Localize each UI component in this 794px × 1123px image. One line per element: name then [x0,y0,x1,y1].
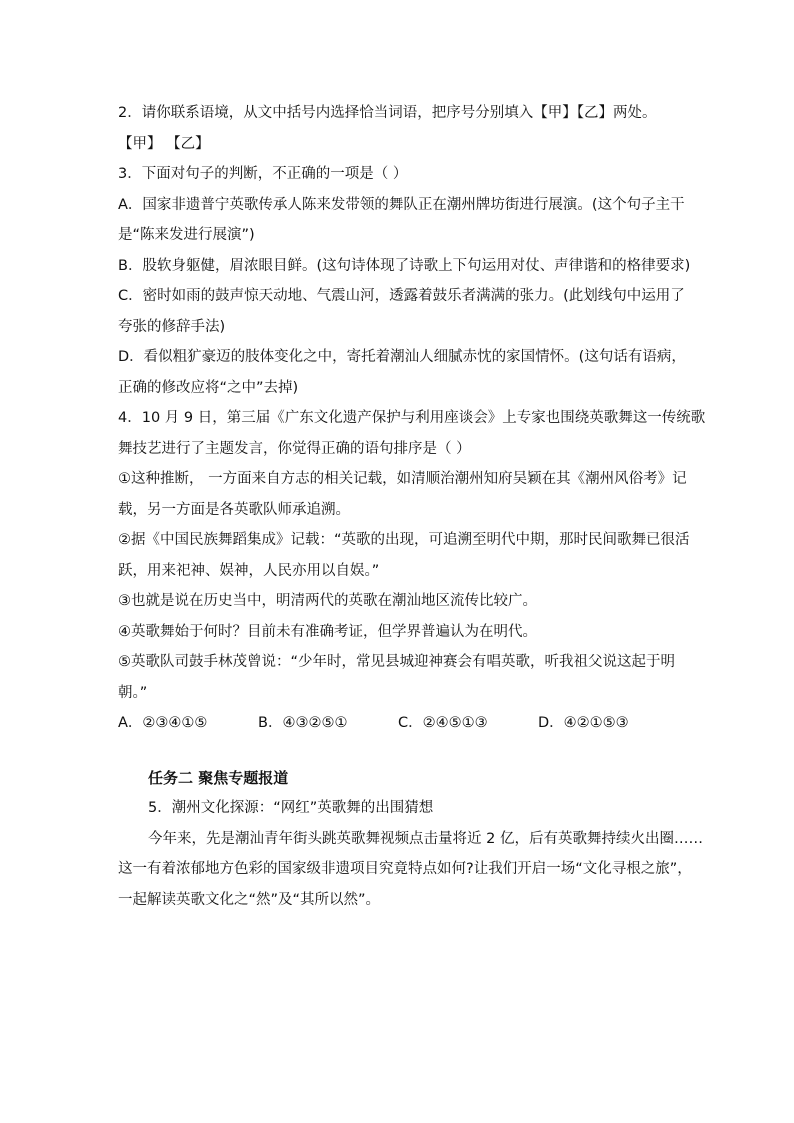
task-2-paragraph-cont: 这一有着浓郁地方色彩的国家级非遗项目究竟特点如何?让我们开启一场“文化寻根之旅”， [118,861,692,877]
question-4-options [118,708,678,739]
document-page [118,98,706,915]
question-4-sentence-2: ②据《中国民族舞蹈集成》记载：“英歌的出现，可追溯至明代中期，那时民间歌舞已很活 [118,532,690,548]
question-3-option-d: D．看似粗犷豪迈的肢体变化之中，寄托着潮汕人细腻赤忱的家国情怀。(这句话有语病， [118,349,686,365]
task-2-paragraph: 今年来，先是潮汕青年街头跳英歌舞视频点击量将近 2 亿，后有英歌舞持续火出圈…… [148,830,703,847]
question-4-sentence-4: ④英歌舞始于何时？目前未有准确考证，但学界普遍认为在明代。 [118,623,537,640]
task-2-heading: 任务二 聚焦专题报道 [148,768,289,787]
section-gap [118,739,678,763]
question-3-option-c-cont: 夸张的修辞手法) [118,318,226,335]
question-2-answer-line: 【甲】 【乙】 [118,135,210,152]
question-4-sentence-5-cont: 朝。” [118,684,148,701]
question-4-option-c: C．②④⑤①③ [398,715,488,731]
question-3-option-b: B．股软身躯健，眉浓眼目鲜。(这句诗体现了诗歌上下句运用对仗、声律谐和的格律要求) [118,257,691,274]
question-2-stem: 2．请你联系语境，从文中括号内选择恰当词语，把序号分别填入【甲】【乙】两处。 [118,105,657,121]
question-4-sentence-1: ①这种推断， 一方面来自方志的相关记载，如清顺治潮州知府吴颖在其《潮州风俗考》记 [118,471,687,487]
question-4-sentence-2-cont: 跃，用来祀神、娱神，人民亦用以自娱。” [118,562,380,579]
question-4-stem: 4．10 月 9 日，第三届《广东文化遗产保护与利用座谈会》上专家也围绕英歌舞这一传统歌 [118,410,706,426]
question-4-sentence-5: ⑤英歌队司鼓手林茂曾说：“少年时，常见县城迎神赛会有唱英歌，听我祖父说这起于明 [118,654,676,670]
task-2-paragraph-end: 一起解读英歌文化之“然”及“其所以然”。 [118,891,381,908]
question-4-option-b: B．④③②⑤① [258,715,348,731]
question-5-title: 5．潮州文化探源：“网红”英歌舞的出围猜想 [148,800,434,816]
question-3-option-a: A．国家非遗普宁英歌传承人陈来发带领的舞队正在潮州牌坊街进行展演。(这个句子主干 [118,196,685,213]
question-3-option-d-cont: 正确的修改应将“之中”去掉) [118,379,299,396]
question-4-option-d: D．④②①⑤③ [538,715,629,731]
question-3-option-a-cont: 是“陈来发进行展演”) [118,227,255,243]
question-4-sentence-3: ③也就是说在历史当中，明清两代的英歌在潮汕地区流传比较广。 [118,593,537,609]
question-4-stem-cont: 舞技艺进行了主题发言，你觉得正确的语句排序是（ ） [118,440,471,457]
question-4-option-a: A．②③④①⑤ [118,715,208,731]
question-3-option-c: C．密时如雨的鼓声惊天动地、气震山河，透露着鼓乐者满满的张力。(此划线句中运用了 [118,288,685,304]
question-3-stem: 3．下面对句子的判断，不正确的一项是（ ） [118,166,408,182]
question-4-sentence-1-cont: 载，另一方面是各英歌队师承追溯。 [118,501,350,518]
